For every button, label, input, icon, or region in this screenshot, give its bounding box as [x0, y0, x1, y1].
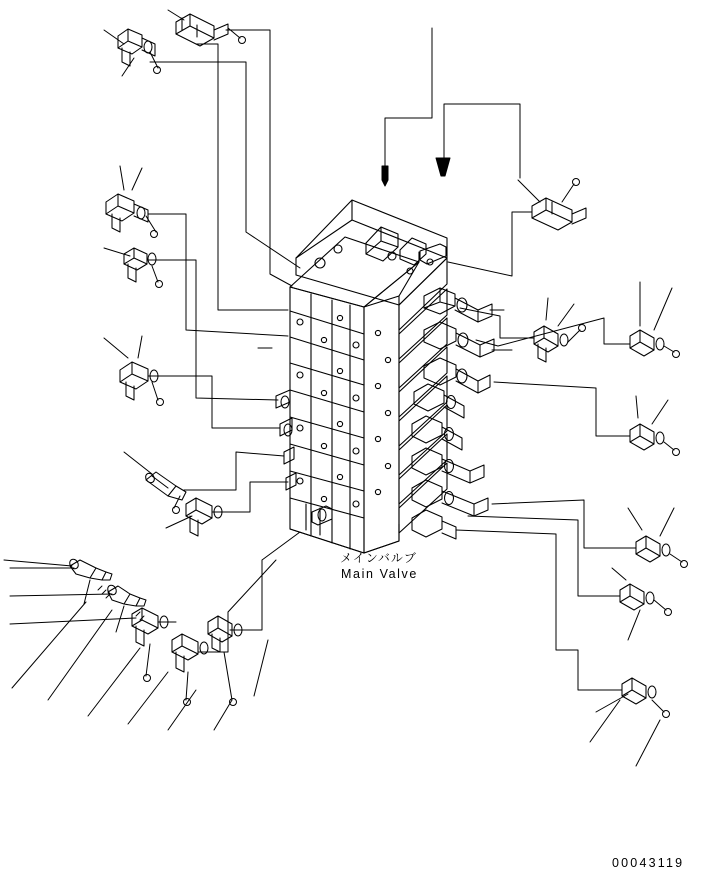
leader-dot-5	[156, 281, 163, 288]
part-elbow-bottom-left-5	[208, 616, 242, 652]
part-elbow-left-2	[106, 194, 148, 232]
leader-7	[562, 184, 574, 202]
leader-14	[138, 336, 142, 358]
leader-dot-14	[681, 561, 688, 568]
leader-dot-12	[673, 351, 680, 358]
leader-15	[152, 382, 158, 400]
leader-dot-8	[144, 675, 151, 682]
leader-1	[104, 30, 124, 44]
leader-36	[628, 508, 642, 530]
leader-dot-11	[579, 325, 586, 332]
leader-routing-lines	[147, 28, 636, 690]
main-valve-label-english: Main Valve	[341, 567, 418, 581]
leader-31	[654, 288, 672, 330]
leader-27	[546, 298, 548, 320]
leader-21	[10, 594, 112, 596]
leader-37	[660, 508, 674, 536]
leader-dot-16	[663, 711, 670, 718]
leader-24	[146, 644, 150, 676]
leader-40	[628, 610, 640, 640]
leader-18	[166, 516, 192, 528]
part-plug-right-2	[630, 330, 664, 356]
leader-34	[652, 400, 668, 424]
part-elbow-right-1	[534, 326, 568, 362]
leader-43	[652, 700, 664, 712]
leader-10	[146, 216, 156, 232]
leader-39	[612, 568, 626, 580]
leader-dot-6	[157, 399, 164, 406]
leader-dot-13	[673, 449, 680, 456]
part-connector-top-center	[176, 14, 228, 46]
leader-4	[168, 10, 184, 20]
part-plug-right-3	[630, 424, 664, 450]
part-plug-right-5	[620, 584, 654, 610]
leader-35	[664, 442, 674, 450]
part-elbow-left-3	[124, 248, 156, 282]
part-plug-bottom-left-2	[106, 584, 146, 606]
leader-dot-4	[151, 231, 158, 238]
leader-dot-2	[239, 37, 246, 44]
leader-11	[104, 248, 130, 256]
leader-9	[132, 168, 142, 190]
leader-12	[152, 266, 158, 282]
leader-41	[654, 600, 666, 610]
leader-42	[596, 694, 628, 712]
drawing-part-number: 00043119	[612, 856, 685, 870]
valve-spool-caps	[412, 288, 494, 539]
part-elbow-top-left-1	[118, 29, 155, 66]
leader-dot-1	[154, 67, 161, 74]
leader-20	[84, 580, 90, 604]
leader-23	[10, 618, 136, 624]
part-connector-top-right	[532, 198, 586, 230]
leader-2	[122, 58, 134, 76]
part-elbow-left-6	[186, 498, 222, 536]
leader-dot-15	[665, 609, 672, 616]
main-valve-body	[290, 200, 447, 553]
part-elbow-left-4	[120, 362, 158, 400]
leader-26	[224, 652, 232, 700]
leader-dot-3	[573, 179, 580, 186]
leader-28	[558, 304, 574, 326]
leader-16	[124, 452, 152, 474]
main-valve-label-japanese: メインバルブ	[340, 551, 417, 565]
leader-3	[150, 52, 158, 68]
part-elbow-bottom-left-3	[132, 608, 168, 646]
part-elbow-bottom-left-4	[172, 634, 208, 672]
leader-6	[518, 180, 540, 202]
leader-33	[636, 396, 638, 418]
body-pointer-markers	[382, 158, 450, 186]
leader-dot-7	[173, 507, 180, 514]
leader-32	[664, 346, 674, 352]
leader-38	[670, 554, 682, 562]
part-plug-bottom-left-1	[68, 558, 112, 580]
leader-25	[186, 672, 188, 700]
leader-29	[568, 330, 580, 342]
leader-13	[104, 338, 128, 358]
leader-8	[120, 166, 124, 190]
part-plug-right-4	[636, 536, 670, 562]
part-plug-right-6	[622, 678, 656, 704]
